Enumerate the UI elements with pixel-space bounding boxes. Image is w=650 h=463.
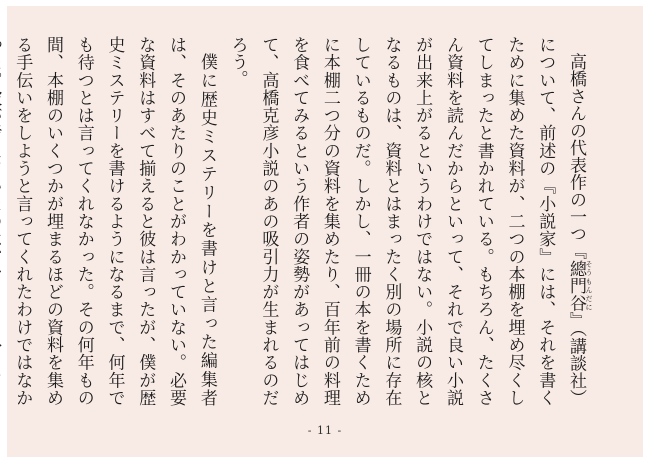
paragraph — [222, 36, 593, 406]
paragraph — [0, 36, 222, 406]
ruby-reading: そうもんだに — [585, 259, 593, 312]
body-text — [12, 36, 593, 407]
text-segment: 僕に歴史ミステリーを書けと言った編集者は、そのあたりのことがわかっていない。必要な資料はすべて揃えると彼は言ったが、僕が歴史ミステリーを書けるようになるまで、何年でも待つとは言ってくれなかった。その何年もの間、本棚のいくつかが埋まるほどの資料を集める手伝いをしようと言ってくれたわけではなか — [12, 36, 217, 406]
page-number: - 11 - — [307, 424, 343, 437]
document-page — [7, 6, 643, 457]
ruby-annotated-text: 總門谷 そうもんだに — [566, 259, 593, 312]
text-segment: 』（講談社）について、前述の『小説家』には、それを書くために集めた資料が、二つの本棚を埋め尽くしてしまったと書かれている。もちろん、たくさん資料を読んだからといって、それで良い小説が出来上がるというわけではない。小説の核となるものは、資料とはまったく別の場所に存在しているものだ。しかし、一冊の本を書くために本棚二つ分の資料を集めたり、百年前の料理を食べてみるという作者の姿勢があってはじめて、高橋克彦小説のあの吸引力が生まれるのだろう。 — [227, 36, 586, 407]
text-segment: 高橋さんの代表作の一つ『 — [566, 53, 586, 260]
